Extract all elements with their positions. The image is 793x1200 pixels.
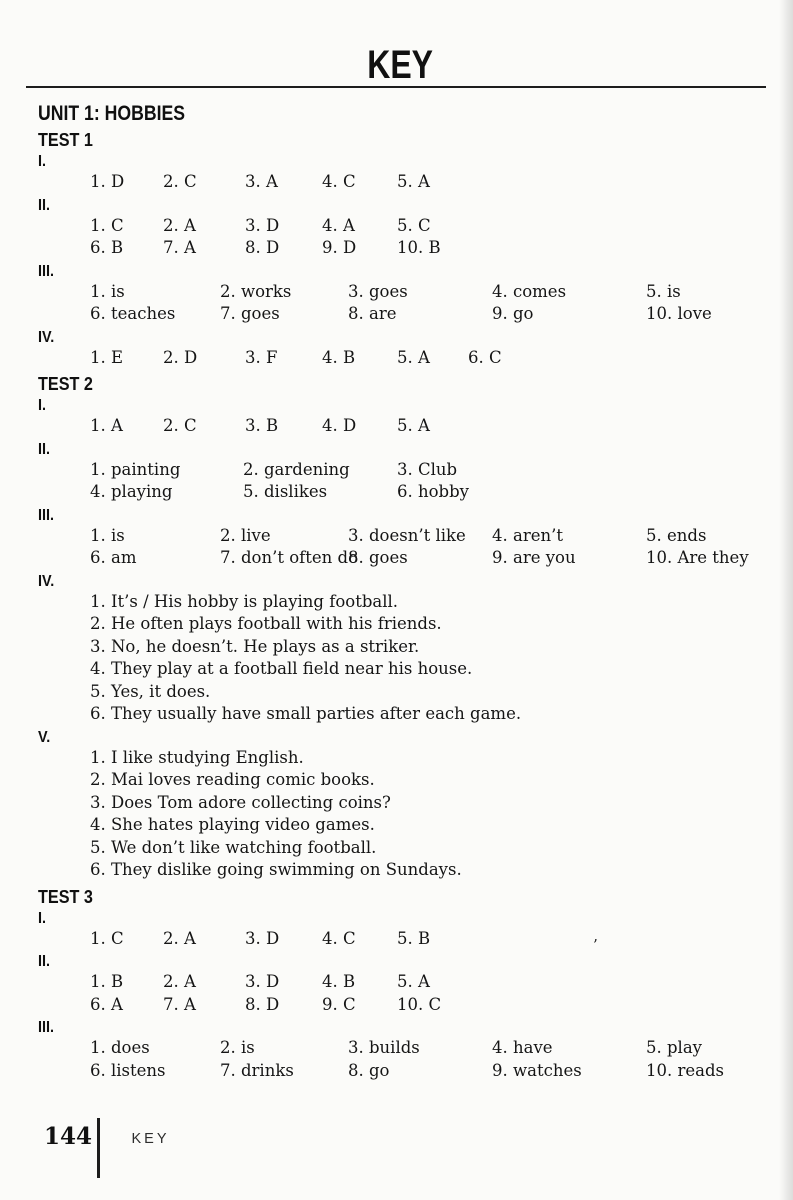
answer-cell: 1. It’s / His hobby is playing football. (90, 591, 399, 611)
answer-cell: 1. I like studying English. (90, 747, 304, 767)
answer-cell: 8. D (245, 238, 280, 257)
answer-cell: 3. D (245, 928, 280, 948)
answer-cell: 6. hobby (397, 482, 469, 501)
test-2-section-1-label: I. (38, 397, 47, 414)
answer-cell: 2. A (163, 972, 196, 991)
test-1-block (38, 130, 763, 369)
answer-cell: 4. B (322, 347, 356, 367)
answer-row (90, 303, 763, 326)
test-3-section-2-label: II. (38, 953, 51, 970)
answer-cell: 2. C (163, 172, 197, 191)
page-title-text: KEY (367, 43, 434, 87)
answer-cell: 1. B (90, 972, 124, 991)
answer-cell: 2. A (163, 215, 196, 235)
answer-cell: 4. playing (90, 482, 173, 501)
answer-row (90, 459, 763, 482)
answer-row (90, 481, 763, 504)
answer-cell: 1. is (90, 525, 125, 545)
test-2-section-3-label: III. (38, 506, 55, 524)
answer-cell: 8. goes (348, 548, 408, 567)
answer-cell: 5. A (397, 347, 430, 367)
answer-row (90, 281, 763, 304)
answer-cell: 4. They play at a football field near his house. (90, 659, 473, 678)
answer-cell: 5. A (397, 416, 430, 435)
test-1-section-1-label: I. (38, 153, 47, 170)
answer-sentence (90, 837, 763, 860)
answer-cell: 1. E (90, 347, 124, 367)
answer-row (90, 971, 763, 994)
answer-cell: 3. doesn’t like (348, 525, 466, 545)
footer-section-label: KEY (131, 1131, 170, 1147)
test-3-section-3-label: III. (38, 1019, 55, 1036)
answer-cell: 3. builds (348, 1038, 420, 1057)
answer-cell: 7. A (163, 238, 196, 257)
answer-row (90, 171, 763, 194)
answer-cell: 4. B (322, 972, 356, 991)
answer-cell: 2. live (220, 525, 271, 545)
test-2-block (38, 374, 763, 882)
answer-cell: 3. D (245, 215, 280, 235)
answer-cell: 6. They dislike going swimming on Sundays. (90, 860, 462, 879)
answer-sentence (90, 591, 763, 614)
answer-sentence (90, 747, 763, 770)
answer-cell: 5. ends (646, 525, 707, 545)
answer-row (90, 215, 763, 238)
answer-cell: 10. B (397, 238, 441, 257)
test-3-heading: TEST 3 (38, 886, 93, 907)
answer-row (90, 994, 763, 1017)
test-1-heading: TEST 1 (38, 130, 93, 150)
answer-sentence (90, 636, 763, 659)
page-title (38, 43, 763, 87)
answer-cell: 7. don’t often do (220, 548, 359, 567)
answer-cell: 3. goes (348, 281, 408, 301)
answer-cell: 4. comes (492, 281, 567, 301)
page-number: 144 (44, 1123, 93, 1150)
answer-cell: 5. dislikes (243, 482, 328, 501)
answer-cell: 4. C (322, 928, 356, 948)
answer-row (90, 347, 763, 370)
answer-cell: 3. Does Tom adore collecting coins? (90, 792, 391, 812)
answer-cell: 1. C (90, 215, 124, 235)
answer-sentence (90, 814, 763, 837)
answer-row (90, 547, 763, 570)
page-footer (44, 1118, 170, 1178)
answer-cell: 1. painting (90, 459, 181, 479)
answer-cell: 7. goes (220, 304, 280, 323)
test-3-section-1-label: I. (38, 909, 47, 927)
answer-cell: 9. C (322, 994, 356, 1014)
answer-cell: 8. are (348, 304, 397, 323)
answer-cell: 1. does (90, 1038, 150, 1057)
answer-cell: 4. aren’t (492, 525, 563, 545)
answer-cell: 3. A (245, 172, 278, 191)
unit-heading (38, 103, 763, 125)
answer-cell: 2. D (163, 347, 198, 367)
answer-row (90, 237, 763, 260)
answer-cell: 3. B (245, 416, 279, 435)
answer-sentence (90, 859, 763, 882)
answer-cell: 2. C (163, 416, 197, 435)
answer-cell: 5. A (397, 172, 430, 191)
answer-row (90, 928, 763, 951)
answer-cell: 6. listens (90, 1060, 166, 1080)
answer-cell: 9. go (492, 304, 534, 323)
answer-cell: 2. gardening (243, 459, 350, 479)
test-2-heading: TEST 2 (38, 374, 93, 394)
answer-cell: 10. reads (646, 1060, 725, 1080)
answer-cell: 8. go (348, 1060, 390, 1080)
answer-cell: 7. A (163, 994, 196, 1014)
answer-cell: 6. C (468, 347, 502, 367)
test-2-section-4-label: IV. (38, 572, 55, 590)
answer-cell: 3. No, he doesn’t. He plays as a striker. (90, 636, 420, 656)
answer-cell: 3. F (245, 347, 278, 367)
answer-cell: 3. D (245, 972, 280, 991)
answer-cell: 2. works (220, 281, 292, 301)
answer-cell: 5. Yes, it does. (90, 681, 211, 701)
answer-sentence (90, 792, 763, 815)
answer-cell: 5. B (397, 928, 431, 948)
answer-cell: 6. teaches (90, 304, 176, 323)
answer-cell: 10. Are they (646, 548, 749, 567)
answer-cell: 1. D (90, 172, 125, 191)
test-1-section-3-label: III. (38, 262, 55, 280)
unit-heading-text: UNIT 1: HOBBIES (38, 102, 186, 125)
answer-cell: 1. is (90, 281, 125, 301)
answer-row (90, 1037, 763, 1060)
answer-cell: 10. love (646, 304, 712, 323)
answer-sentence (90, 681, 763, 704)
answer-cell: 3. Club (397, 459, 458, 479)
answer-cell: 6. They usually have small parties after each game. (90, 704, 522, 723)
answer-sentence (90, 769, 763, 792)
test-2-section-5-label: V. (38, 728, 51, 746)
answer-cell: 1. C (90, 928, 124, 948)
test-1-section-2-label: II. (38, 196, 51, 214)
answer-row (90, 525, 763, 548)
footer-divider (97, 1118, 100, 1178)
answer-cell: 5. is (646, 281, 681, 301)
answer-cell: 6. B (90, 238, 124, 257)
answer-cell: 4. D (322, 416, 357, 435)
answer-sentence (90, 703, 763, 726)
answer-cell: 9. watches (492, 1060, 582, 1080)
answer-cell: 10. C (397, 994, 442, 1014)
answer-cell: 9. D (322, 238, 357, 257)
answer-cell: 5. We don’t like watching football. (90, 837, 377, 857)
test-3-block (38, 887, 763, 1083)
scan-artifact-mark: ’ (593, 936, 598, 954)
answer-cell: 1. A (90, 416, 123, 435)
answer-row (90, 415, 763, 438)
answer-cell: 4. C (322, 172, 356, 191)
test-1-section-4-label: IV. (38, 328, 55, 346)
answer-cell: 2. Mai loves reading comic books. (90, 770, 375, 789)
answer-cell: 4. A (322, 215, 355, 235)
answer-sentence (90, 658, 763, 681)
answer-cell: 5. A (397, 972, 430, 991)
answer-cell: 8. D (245, 994, 280, 1014)
answer-cell: 5. C (397, 215, 431, 235)
answer-cell: 6. am (90, 548, 137, 567)
answer-row (90, 1060, 763, 1083)
answer-cell: 7. drinks (220, 1060, 294, 1080)
answer-cell: 6. A (90, 994, 123, 1014)
answer-cell: 2. He often plays football with his friends. (90, 614, 442, 633)
answer-cell: 9. are you (492, 548, 576, 567)
answer-cell: 4. have (492, 1038, 553, 1057)
answer-cell: 2. A (163, 928, 196, 948)
answer-cell: 4. She hates playing video games. (90, 815, 375, 834)
test-2-section-2-label: II. (38, 440, 51, 458)
answer-sentence (90, 613, 763, 636)
answer-cell: 5. play (646, 1038, 702, 1057)
answer-cell: 2. is (220, 1038, 255, 1057)
